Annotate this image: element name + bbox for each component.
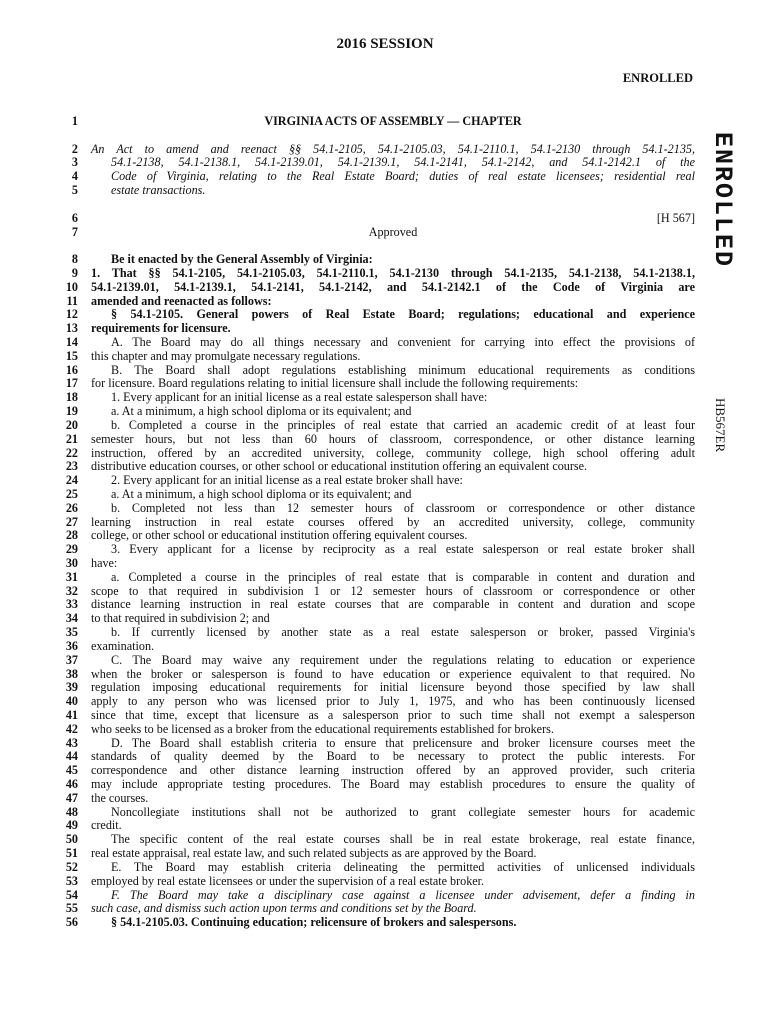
line-text: 54.1-2138, 54.1-2138.1, 54.1-2139.01, 54.1-2139.1, 54.1-2141, 54.1-2142, and 54.1-2142.1 of the xyxy=(111,155,695,170)
line-number: 22 xyxy=(65,445,78,460)
line-text: to that required in subdivision 2; and xyxy=(91,611,270,626)
text-line xyxy=(0,502,770,516)
text-line xyxy=(0,668,770,682)
line-number: 21 xyxy=(65,431,78,446)
line-text: b. Completed a course in the principles of real estate that carried an academic credit of at least four xyxy=(111,417,695,432)
line-text: § 54.1-2105.03. Continuing education; relicensure of brokers and salespersons. xyxy=(111,915,517,930)
text-line xyxy=(0,253,770,267)
line-number: 41 xyxy=(65,707,78,722)
line-text: 1. That §§ 54.1-2105, 54.1-2105.03, 54.1-2110.1, 54.1-2130 through 54.1-2135, 54.1-2138, 54.1-2138.1, xyxy=(91,265,695,280)
enrolled-label: ENROLLED xyxy=(622,71,693,85)
line-number: 1 xyxy=(71,114,78,128)
text-line xyxy=(0,405,770,419)
line-number: 8 xyxy=(71,252,78,267)
text-line xyxy=(0,447,770,461)
line-text: learning instruction in real estate courses offered by an accredited university, college, community xyxy=(91,514,695,529)
text-line xyxy=(0,916,770,930)
line-number: 34 xyxy=(65,611,78,626)
line-number: 16 xyxy=(65,362,78,377)
text-line xyxy=(0,308,770,322)
line-text: estate transactions. xyxy=(111,183,206,198)
text-line xyxy=(0,571,770,585)
line-text: this chapter and may promulgate necessary regulations. xyxy=(91,348,361,363)
line-number: 13 xyxy=(65,321,78,336)
line-text: employed by real estate licensees or under the supervision of a real estate broker. xyxy=(91,873,485,888)
text-line xyxy=(0,322,770,336)
line-text: have: xyxy=(91,556,118,570)
line-number: 32 xyxy=(65,583,78,598)
line-text: 54.1-2139.01, 54.1-2139.1, 54.1-2141, 54.1-2142, and 54.1-2142.1 of the Code of Virginia are xyxy=(91,279,695,294)
line-number: 7 xyxy=(71,224,78,239)
line-text: standards of quality deemed by the Board to be necessary to protect the public interests. For xyxy=(91,749,695,764)
line-text: Noncollegiate institutions shall not be authorized to grant collegiate semester hours for academic xyxy=(111,804,695,819)
text-line xyxy=(0,488,770,502)
line-text: § 54.1-2105. General powers of Real Estate Board; regulations; educational and experience xyxy=(111,307,695,322)
line-text: 1. Every applicant for an initial license as a real estate salesperson shall have: xyxy=(111,390,488,405)
line-spacer xyxy=(0,239,770,253)
line-text: for licensure. Board regulations relating to initial licensure shall include the following requirements: xyxy=(91,376,579,391)
line-number: 53 xyxy=(65,873,78,888)
line-number: 27 xyxy=(65,514,78,529)
line-text: 3. Every applicant for a license by reciprocity as a real estate salesperson or real estate broker shall xyxy=(111,542,695,557)
line-number: 46 xyxy=(65,777,78,791)
line-number: 56 xyxy=(65,915,78,930)
text-line xyxy=(0,529,770,543)
enrolled-side-stamp: ENROLLED xyxy=(708,132,737,269)
text-line xyxy=(0,377,770,391)
line-spacer xyxy=(0,198,770,212)
text-line xyxy=(0,695,770,709)
text-line xyxy=(0,170,770,184)
text-line xyxy=(0,226,770,240)
line-text: college, or other school or educational institution offering equivalent courses. xyxy=(91,528,468,543)
line-text: b. If currently licensed by another state as a real estate salesperson or broker, passed Virginia's xyxy=(111,625,695,640)
line-text: C. The Board may waive any requirement under the regulations relating to education or experience xyxy=(111,652,695,667)
line-text: the courses. xyxy=(91,790,149,805)
text-line xyxy=(0,819,770,833)
text-line xyxy=(0,350,770,364)
line-number: 5 xyxy=(71,183,78,198)
line-number: 30 xyxy=(65,556,78,570)
line-number: 51 xyxy=(65,846,78,861)
line-spacer xyxy=(0,129,770,143)
line-text: An Act to amend and reenact §§ 54.1-2105, 54.1-2105.03, 54.1-2110.1, 54.1-2130 through 54.1-2135, xyxy=(91,141,695,156)
text-line xyxy=(0,764,770,778)
line-number: 15 xyxy=(65,348,78,363)
line-text: [H 567] xyxy=(656,210,695,225)
line-text: examination. xyxy=(91,638,155,653)
line-number: 10 xyxy=(65,279,78,294)
line-number: 11 xyxy=(66,293,78,308)
line-number: 9 xyxy=(71,265,78,280)
line-number: 54 xyxy=(65,887,78,902)
text-line xyxy=(0,115,770,129)
line-text: real estate appraisal, real estate law, and such related subjects as are approved by the Board. xyxy=(91,846,537,861)
text-line xyxy=(0,212,770,226)
text-line xyxy=(0,875,770,889)
line-text: apply to any person who was licensed prior to July 1, 1975, and who has been continuously licensed xyxy=(91,694,695,709)
text-line xyxy=(0,460,770,474)
line-text: The specific content of the real estate courses shall be in real estate brokerage, real estate finance, xyxy=(111,832,695,847)
line-number: 55 xyxy=(65,901,78,916)
text-line xyxy=(0,336,770,350)
line-number: 40 xyxy=(65,694,78,709)
text-line xyxy=(0,806,770,820)
line-text: credit. xyxy=(91,818,122,833)
line-number: 47 xyxy=(65,790,78,805)
line-text: E. The Board may establish criteria delineating the permitted activities of unlicensed individuals xyxy=(111,859,695,874)
line-text: b. Completed not less than 12 semester hours of classroom or correspondence or other distance xyxy=(111,500,695,515)
line-text: Code of Virginia, relating to the Real Estate Board; duties of real estate licensees; residential real xyxy=(111,169,695,184)
line-number: 20 xyxy=(65,417,78,432)
text-line xyxy=(0,143,770,157)
line-text: a. At a minimum, a high school diploma or its equivalent; and xyxy=(111,404,412,419)
text-line xyxy=(0,889,770,903)
line-number: 45 xyxy=(65,763,78,778)
line-text: D. The Board shall establish criteria to ensure that prelicensure and broker licensure courses meet the xyxy=(111,735,695,750)
line-number: 37 xyxy=(65,652,78,667)
text-line xyxy=(0,709,770,723)
line-text: amended and reenacted as follows: xyxy=(91,293,272,308)
line-text: may include appropriate testing procedures. The Board may establish procedures to ensure the quality of xyxy=(91,777,695,791)
line-text: Approved xyxy=(368,224,418,239)
line-number: 44 xyxy=(65,749,78,764)
text-line xyxy=(0,267,770,281)
text-line xyxy=(0,516,770,530)
text-line xyxy=(0,640,770,654)
line-number: 25 xyxy=(65,486,78,501)
line-number: 17 xyxy=(65,376,78,391)
line-text: when the broker or salesperson is found to have education or experience equivalent to that required. No xyxy=(91,666,695,681)
line-text: A. The Board may do all things necessary and convenient for carrying into effect the provisions of xyxy=(111,335,695,349)
text-line xyxy=(0,612,770,626)
line-text: Be it enacted by the General Assembly of Virginia: xyxy=(111,252,373,267)
line-number: 36 xyxy=(65,638,78,653)
text-line xyxy=(0,792,770,806)
line-number: 29 xyxy=(65,542,78,557)
line-number: 28 xyxy=(65,528,78,543)
text-line xyxy=(0,681,770,695)
line-number: 35 xyxy=(65,625,78,640)
text-line xyxy=(0,391,770,405)
text-line xyxy=(0,433,770,447)
text-line xyxy=(0,626,770,640)
line-number: 3 xyxy=(71,155,78,170)
text-line xyxy=(0,750,770,764)
line-number: 33 xyxy=(65,597,78,612)
line-number: 14 xyxy=(65,335,78,349)
line-number: 31 xyxy=(65,569,78,584)
line-number: 6 xyxy=(71,210,78,225)
line-text: such case, and dismiss such action upon terms and conditions set by the Board. xyxy=(91,901,477,916)
line-text: B. The Board shall adopt regulations establishing minimum educational requirements as conditions xyxy=(111,362,695,377)
line-number: 2 xyxy=(71,141,78,156)
session-heading: 2016 SESSION xyxy=(336,36,434,52)
line-number: 43 xyxy=(65,735,78,750)
line-text: 2. Every applicant for an initial license as a real estate broker shall have: xyxy=(111,473,463,488)
line-text: instruction, offered by an accredited university, college, community college, high school offering adult xyxy=(91,445,695,460)
line-number: 39 xyxy=(65,680,78,695)
line-text: since that time, except that licensure as a salesperson prior to such time shall not exempt a salesperson xyxy=(91,707,695,722)
line-text: regulation imposing educational requirements for initial licensure beyond those specified by law shall xyxy=(91,680,695,695)
text-line xyxy=(0,598,770,612)
line-text: requirements for licensure. xyxy=(91,321,231,336)
text-line xyxy=(0,902,770,916)
text-line xyxy=(0,295,770,309)
text-line xyxy=(0,281,770,295)
line-number: 24 xyxy=(65,473,78,488)
line-number: 52 xyxy=(65,859,78,874)
line-number: 38 xyxy=(65,666,78,681)
line-text: F. The Board may take a disciplinary case against a licensee under advisement, defer a finding in xyxy=(111,887,695,902)
text-line xyxy=(0,778,770,792)
text-line xyxy=(0,654,770,668)
text-line xyxy=(0,861,770,875)
bill-number-side: HB567ER xyxy=(713,398,728,453)
text-line xyxy=(0,156,770,170)
document-body xyxy=(0,115,770,930)
line-text: scope to that required in subdivision 1 or 12 semester hours of classroom or correspondence or other xyxy=(91,583,695,598)
text-line xyxy=(0,557,770,571)
line-number: 42 xyxy=(65,721,78,736)
text-line xyxy=(0,184,770,198)
text-line xyxy=(0,847,770,861)
line-number: 48 xyxy=(65,804,78,819)
line-text: a. At a minimum, a high school diploma or its equivalent; and xyxy=(111,486,412,501)
line-number: 18 xyxy=(65,390,78,405)
line-number: 49 xyxy=(65,818,78,833)
text-line xyxy=(0,723,770,737)
line-text: distance learning instruction in real estate courses that are comparable in content and duration and scope xyxy=(91,597,695,612)
text-line xyxy=(0,543,770,557)
line-number: 19 xyxy=(65,404,78,419)
text-line xyxy=(0,364,770,378)
line-number: 26 xyxy=(65,500,78,515)
line-number: 4 xyxy=(71,169,78,184)
text-line xyxy=(0,474,770,488)
line-number: 50 xyxy=(65,832,78,847)
line-number: 12 xyxy=(65,307,78,322)
text-line xyxy=(0,737,770,751)
line-text: VIRGINIA ACTS OF ASSEMBLY — CHAPTER xyxy=(264,114,522,128)
line-text: distributive education courses, or other school or educational institution offering an equivalent course. xyxy=(91,459,588,474)
line-text: who seeks to be licensed as a broker from the educational requirements established for brokers. xyxy=(91,721,554,736)
text-line xyxy=(0,419,770,433)
line-text: a. Completed a course in the principles of real estate that is comparable in content and duration and xyxy=(111,569,695,584)
line-number: 23 xyxy=(65,459,78,474)
text-line xyxy=(0,585,770,599)
text-line xyxy=(0,833,770,847)
line-text: semester hours, but not less than 60 hours of classroom, correspondence, or other distance learning xyxy=(91,431,695,446)
line-text: correspondence and other distance learning instruction offered by an approved provider, such criteria xyxy=(91,763,695,778)
